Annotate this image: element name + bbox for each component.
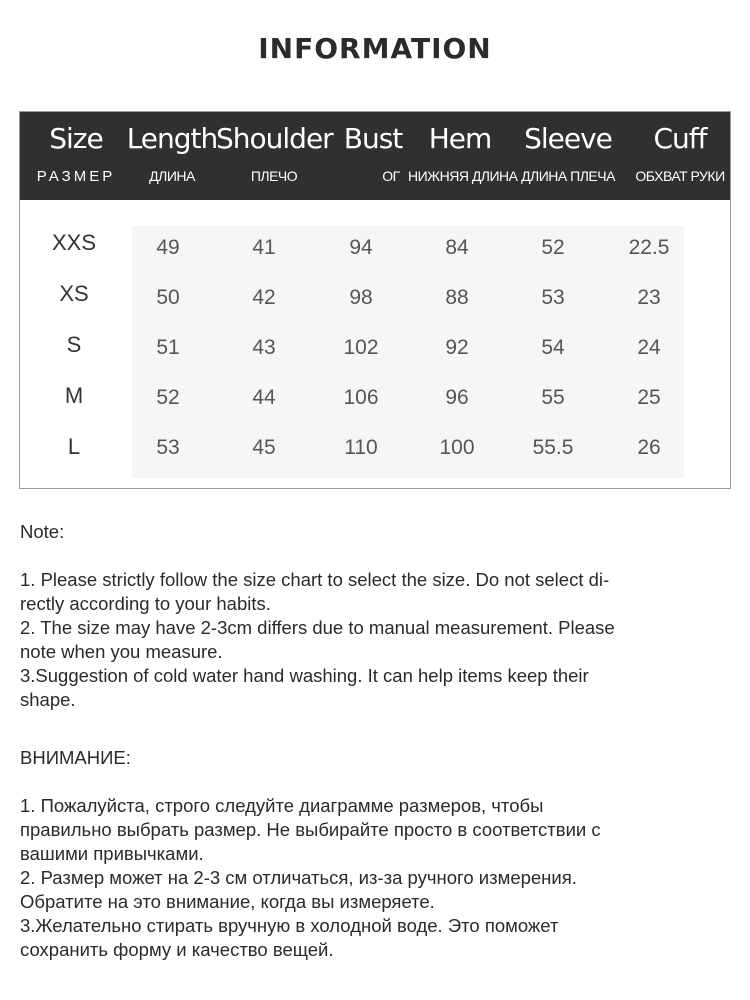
note-line: Обратите на это внимание, когда вы измеряете. [20, 891, 435, 912]
table-cell: 26 [637, 436, 661, 459]
header-cuff-en: Cuff [653, 122, 707, 155]
size-label-xs: XS [59, 281, 89, 306]
note-english [20, 520, 720, 712]
note-line: 3.Желательно стирать вручную в холодной воде. Это поможет [20, 915, 559, 936]
table-cell: 44 [252, 386, 276, 409]
table-cell: 50 [156, 286, 180, 309]
header-sleeve [518, 112, 618, 200]
header-size [20, 112, 132, 200]
table-cell: 55 [541, 386, 565, 409]
header-hem-en: Hem [428, 122, 492, 155]
table-cell: 52 [541, 236, 565, 259]
note-line: 1. Пожалуйста, строго следуйте диаграмме размеров, чтобы [20, 795, 544, 816]
table-cell: 88 [445, 286, 469, 309]
table-cell: 45 [252, 436, 276, 459]
header-length [122, 112, 222, 200]
table-cell: 55.5 [532, 436, 574, 459]
table-cell: 94 [349, 236, 373, 259]
note-line: 2. Размер может на 2-3 см отличаться, из-за ручного измерения. [20, 867, 577, 888]
header-hem-ru: НИЖНЯЯ ДЛИНА [408, 168, 518, 184]
table-cell: 41 [252, 236, 276, 259]
table-cell: 92 [445, 336, 469, 359]
note-heading: ВНИМАНИЕ: [20, 747, 131, 768]
table-cell: 53 [156, 436, 180, 459]
table-cell: 42 [252, 286, 276, 309]
note-line: shape. [20, 689, 76, 710]
note-line: сохранить форму и качество вещей. [20, 939, 334, 960]
header-size-ru: РАЗМЕР [36, 168, 116, 185]
note-line: 2. The size may have 2-3cm differs due to manual measurement. Please [20, 617, 615, 638]
note-heading: Note: [20, 521, 65, 542]
table-cell: 24 [637, 336, 661, 359]
header-shoulder-ru: ПЛЕЧО [250, 168, 298, 184]
size-label-xxs: XXS [51, 230, 97, 255]
header-shoulder-en: Shoulder [216, 122, 333, 155]
note-line: вашими привычками. [20, 843, 204, 864]
table-cell: 52 [156, 386, 180, 409]
table-cell: 100 [439, 436, 475, 459]
table-cell: 51 [156, 336, 180, 359]
table-cell: 106 [343, 386, 379, 409]
table-cell: 54 [541, 336, 565, 359]
table-cell: 110 [344, 436, 378, 459]
size-label-m: M [64, 383, 84, 408]
table-cell: 96 [445, 386, 469, 409]
header-bust-en: Bust [343, 122, 403, 155]
header-bust [330, 112, 416, 200]
note-line: 1. Please strictly follow the size chart to select the size. Do not select di- [20, 569, 610, 590]
header-length-ru: ДЛИНА [149, 168, 195, 184]
note-line: rectly according to your habits. [20, 593, 271, 614]
header-hem [408, 112, 518, 200]
header-cuff [632, 112, 728, 200]
page-title: INFORMATION [258, 32, 492, 65]
header-cuff-ru: ОБХВАТ РУКИ [635, 168, 725, 184]
header-shoulder [216, 112, 332, 200]
note-line: правильно выбрать размер. Не выбирайте просто в соответствии с [20, 819, 601, 840]
note-russian [20, 746, 720, 962]
table-cell: 43 [252, 336, 276, 359]
header-sleeve-ru: ДЛИНА ПЛЕЧА [521, 168, 615, 184]
header-sleeve-en: Sleeve [524, 122, 612, 155]
table-cell: 84 [445, 236, 469, 259]
table-cell: 102 [343, 336, 379, 359]
header-bust-ru: ОГ [382, 168, 400, 184]
table-cell: 53 [541, 286, 565, 309]
size-label-s: S [66, 332, 82, 357]
table-header [20, 112, 730, 200]
header-length-en: Length [126, 122, 218, 155]
table-cell: 49 [156, 236, 180, 259]
table-cell: 98 [349, 286, 373, 309]
table-cell: 23 [637, 286, 661, 309]
size-chart-table [19, 111, 731, 489]
table-cell: 22.5 [628, 236, 670, 259]
size-label-l: L [67, 434, 81, 459]
note-line: note when you measure. [20, 641, 223, 662]
note-line: 3.Suggestion of cold water hand washing. It can help items keep their [20, 665, 589, 686]
header-size-en: Size [49, 122, 103, 155]
table-cell: 25 [637, 386, 661, 409]
